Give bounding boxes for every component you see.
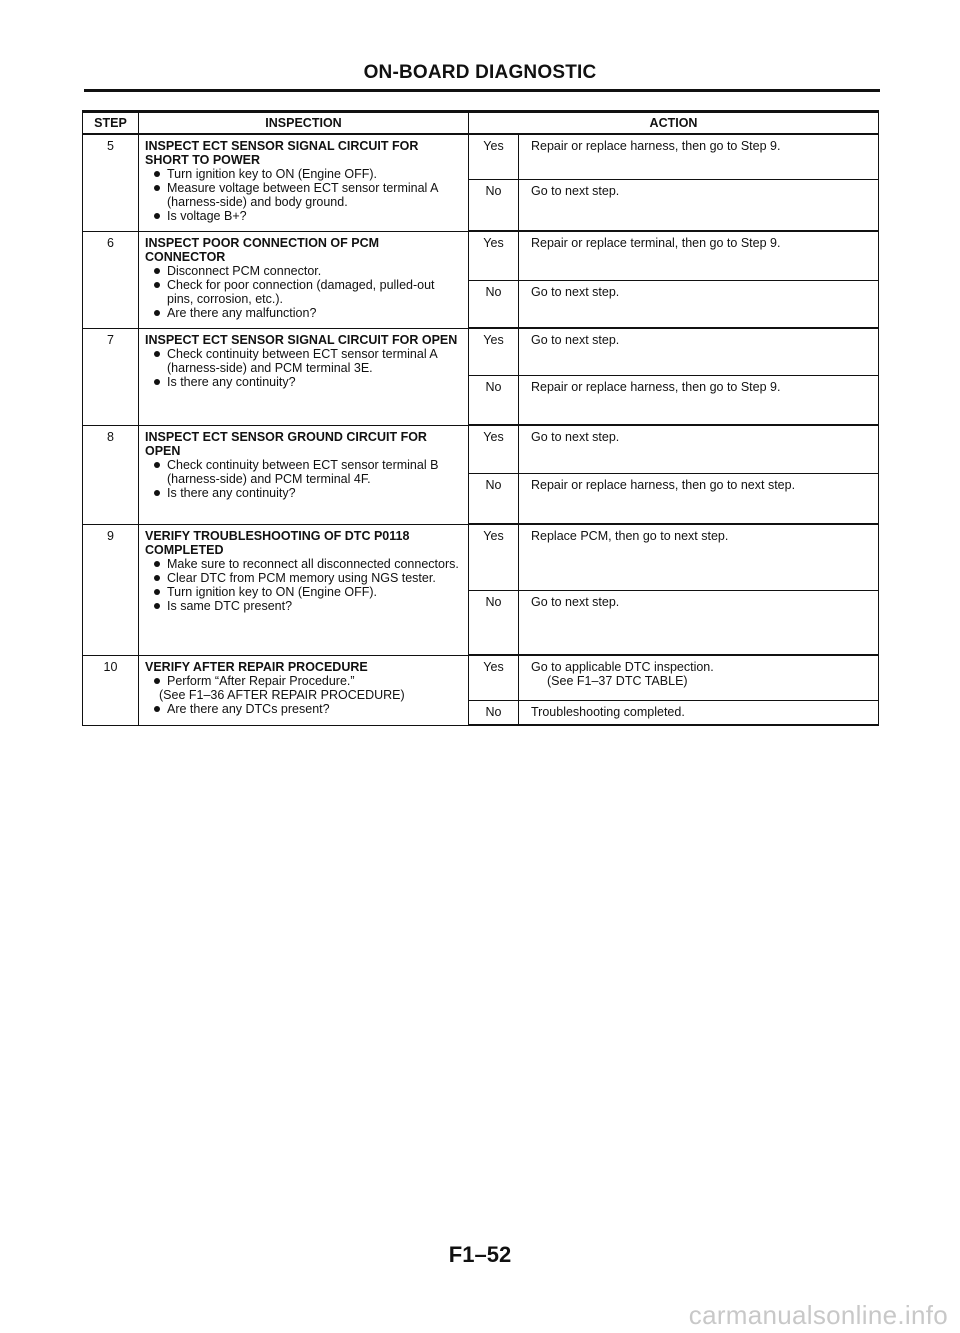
inspection-cell [139,328,469,425]
action-reference-note: (See F1–37 DTC TABLE) [547,674,688,688]
inspection-cell [139,425,469,524]
check-list [145,458,462,500]
no-label: No [469,473,519,524]
yes-label: Yes [469,655,519,700]
check-item: Disconnect PCM connector. [153,264,462,278]
check-item: Turn ignition key to ON (Engine OFF). [153,167,462,181]
check-item [153,674,462,688]
no-action: Repair or replace harness, then go to next step. [519,473,879,524]
yes-action: Repair or replace harness, then go to Step 9. [519,134,879,179]
check-item: Is same DTC present? [153,599,462,613]
check-item-text: Perform “After Repair Procedure.” [167,673,355,688]
no-action: Troubleshooting completed. [519,700,879,725]
check-item: Make sure to reconnect all disconnected connectors. [153,557,462,571]
column-header-action: ACTION [469,112,879,135]
no-action: Repair or replace harness, then go to Step 9. [519,375,879,425]
yes-action: Repair or replace terminal, then go to Step 9. [519,231,879,280]
check-item: Are there any malfunction? [153,306,462,320]
check-item: Check continuity between ECT sensor terminal B (harness-side) and PCM terminal 4F. [153,458,462,486]
yes-label: Yes [469,425,519,473]
no-label: No [469,375,519,425]
step-number: 5 [83,134,139,231]
check-list [145,264,462,320]
yes-label: Yes [469,134,519,179]
table-header-row [83,112,879,135]
table-row [83,231,879,280]
step-number: 6 [83,231,139,328]
check-item: Check continuity between ECT sensor terminal A (harness-side) and PCM terminal 3E. [153,347,462,375]
table-row [83,134,879,179]
no-label: No [469,590,519,655]
table-row [83,655,879,700]
column-header-inspection: INSPECTION [139,112,469,135]
yes-label: Yes [469,524,519,590]
reference-note: (See F1–36 AFTER REPAIR PROCEDURE) [159,687,405,702]
check-list [145,557,462,613]
table-row [83,524,879,590]
check-list [145,674,462,688]
inspection-title: VERIFY TROUBLESHOOTING OF DTC P0118 COMPLETED [145,528,410,557]
no-action: Go to next step. [519,280,879,328]
yes-label: Yes [469,328,519,375]
inspection-title: INSPECT ECT SENSOR SIGNAL CIRCUIT FOR OPEN [145,332,458,347]
inspection-title: INSPECT ECT SENSOR GROUND CIRCUIT FOR OPEN [145,429,427,458]
check-item: Is there any continuity? [153,486,462,500]
check-item: Check for poor connection (damaged, pulled-out pins, corrosion, etc.). [153,278,462,306]
yes-action: Replace PCM, then go to next step. [519,524,879,590]
yes-action-cell [519,655,879,700]
page-number: F1–52 [448,1242,512,1267]
inspection-title: INSPECT ECT SENSOR SIGNAL CIRCUIT FOR SHORT TO POWER [145,139,419,167]
yes-label: Yes [469,231,519,280]
yes-action: Go to next step. [519,328,879,375]
check-list [145,702,462,716]
inspection-cell [139,231,469,328]
watermark: carmanualsonline.info [688,1300,948,1330]
check-item: Is voltage B+? [153,209,462,223]
yes-action: Go to next step. [519,425,879,473]
table-row [83,425,879,473]
no-label: No [469,700,519,725]
no-action: Go to next step. [519,179,879,231]
title-rule [84,89,880,92]
inspection-cell [139,655,469,725]
yes-action: Go to applicable DTC inspection. [531,660,714,674]
no-label: No [469,280,519,328]
inspection-title: VERIFY AFTER REPAIR PROCEDURE [145,659,368,674]
no-label: No [469,179,519,231]
step-number: 8 [83,425,139,524]
step-number: 7 [83,328,139,425]
check-item: Measure voltage between ECT sensor terminal A (harness-side) and body ground. [153,181,462,209]
check-item: Is there any continuity? [153,375,462,389]
inspection-cell [139,134,469,231]
step-number: 10 [83,655,139,725]
diagnostic-table [82,110,879,726]
no-action: Go to next step. [519,590,879,655]
check-item: Clear DTC from PCM memory using NGS tester. [153,571,462,585]
page-title: ON-BOARD DIAGNOSTIC [363,62,597,83]
check-item: Are there any DTCs present? [153,702,462,716]
inspection-cell [139,524,469,655]
check-list [145,347,462,389]
step-number: 9 [83,524,139,655]
table-row [83,328,879,375]
check-item: Turn ignition key to ON (Engine OFF). [153,585,462,599]
check-list [145,167,462,223]
column-header-step: STEP [83,112,139,135]
inspection-title: INSPECT POOR CONNECTION OF PCM CONNECTOR [145,235,380,264]
